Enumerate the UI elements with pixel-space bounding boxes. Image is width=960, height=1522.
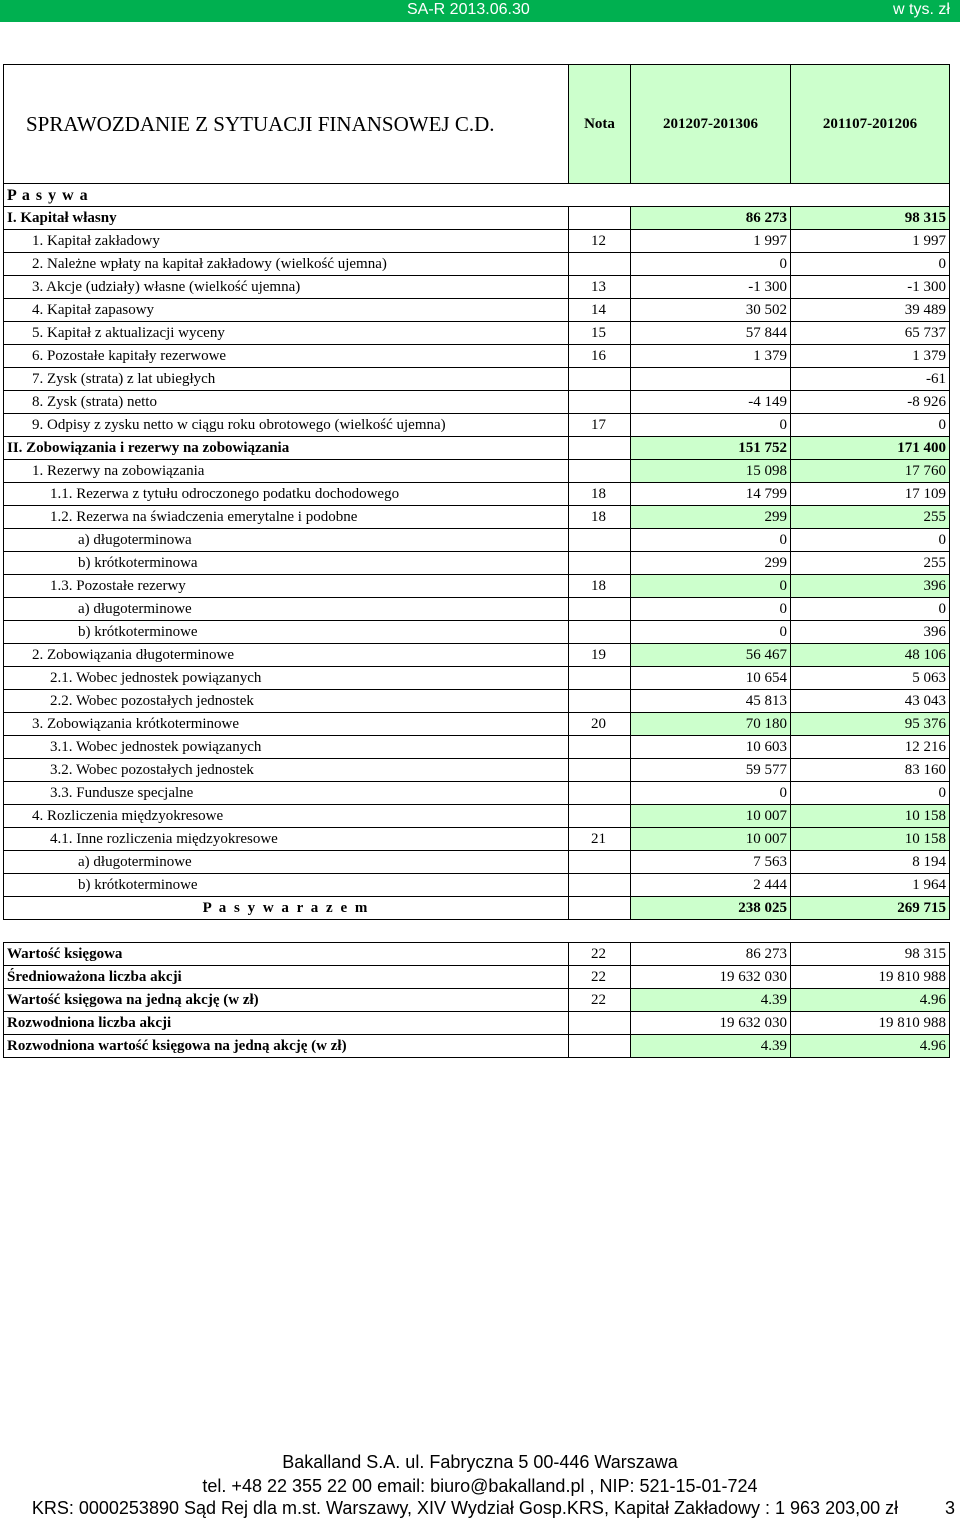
row-label: 2.1. Wobec jednostek powiązanych (4, 667, 569, 690)
total-value-current: 238 025 (631, 897, 791, 920)
table-row (4, 207, 950, 230)
currency-unit: w tys. zł (893, 1, 950, 18)
summary-value-previous: 19 810 988 (791, 1012, 950, 1035)
row-value-previous: 10 158 (791, 828, 950, 851)
row-value-current: 0 (631, 621, 791, 644)
row-label: 1.3. Pozostałe rezerwy (4, 575, 569, 598)
row-label: 7. Zysk (strata) z lat ubiegłych (4, 368, 569, 391)
summary-value-previous: 4.96 (791, 989, 950, 1012)
table-row (4, 506, 950, 529)
row-nota: 18 (569, 506, 631, 529)
row-value-previous: 98 315 (791, 207, 950, 230)
balance-sheet-table (3, 64, 950, 1058)
row-label: 8. Zysk (strata) netto (4, 391, 569, 414)
summary-label: Wartość księgowa (4, 943, 569, 966)
table-row (4, 391, 950, 414)
row-nota (569, 667, 631, 690)
row-label: 1. Rezerwy na zobowiązania (4, 460, 569, 483)
row-nota: 15 (569, 322, 631, 345)
summary-value-current: 4.39 (631, 989, 791, 1012)
summary-row (4, 989, 950, 1012)
row-value-previous: 48 106 (791, 644, 950, 667)
row-label: 2. Należne wpłaty na kapitał zakładowy (wielkość ujemna) (4, 253, 569, 276)
row-value-current: 0 (631, 253, 791, 276)
total-value-previous: 269 715 (791, 897, 950, 920)
row-value-previous: 396 (791, 575, 950, 598)
spacer-row (4, 920, 950, 943)
row-nota: 19 (569, 644, 631, 667)
summary-row (4, 1035, 950, 1058)
report-header-bar (0, 0, 960, 22)
table-row (4, 782, 950, 805)
table-row (4, 713, 950, 736)
row-nota (569, 851, 631, 874)
row-value-previous: 8 194 (791, 851, 950, 874)
row-value-current: 15 098 (631, 460, 791, 483)
row-value-current: 1 379 (631, 345, 791, 368)
row-label: I. Kapitał własny (4, 207, 569, 230)
row-value-current: 0 (631, 575, 791, 598)
footer-address: Bakalland S.A. ul. Fabryczna 5 00-446 Warszawa (282, 1452, 678, 1472)
row-nota (569, 437, 631, 460)
summary-row (4, 1012, 950, 1035)
summary-row (4, 943, 950, 966)
table-row (4, 805, 950, 828)
row-value-previous: 0 (791, 414, 950, 437)
total-nota (569, 897, 631, 920)
page-number: 3 (945, 1498, 956, 1518)
summary-nota: 22 (569, 989, 631, 1012)
total-row (4, 897, 950, 920)
row-value-previous: 12 216 (791, 736, 950, 759)
row-nota: 12 (569, 230, 631, 253)
row-label: b) krótkoterminowe (4, 621, 569, 644)
row-value-previous: 255 (791, 552, 950, 575)
row-value-current: 0 (631, 414, 791, 437)
row-value-previous: 0 (791, 253, 950, 276)
row-label: 3. Zobowiązania krótkoterminowe (4, 713, 569, 736)
row-value-previous: -61 (791, 368, 950, 391)
row-value-previous: 1 379 (791, 345, 950, 368)
row-value-current: 56 467 (631, 644, 791, 667)
table-row (4, 874, 950, 897)
table-row (4, 644, 950, 667)
report-reference: SA-R 2013.06.30 (407, 1, 530, 18)
table-row (4, 851, 950, 874)
row-value-previous: 65 737 (791, 322, 950, 345)
table-row (4, 598, 950, 621)
row-nota (569, 368, 631, 391)
row-nota: 14 (569, 299, 631, 322)
row-label: b) krótkoterminowa (4, 552, 569, 575)
summary-value-previous: 4.96 (791, 1035, 950, 1058)
footer-registry: KRS: 0000253890 Sąd Rej dla m.st. Warszawy, XIV Wydział Gosp.KRS, Kapitał Zakładowy : 1 963 203,00 zł (31, 1498, 899, 1518)
row-label: 3.2. Wobec pozostałych jednostek (4, 759, 569, 782)
row-value-previous: 95 376 (791, 713, 950, 736)
table-row (4, 276, 950, 299)
section-row (4, 184, 950, 207)
period-previous-header: 201107-201206 (791, 65, 950, 184)
table-row (4, 414, 950, 437)
row-value-current: 7 563 (631, 851, 791, 874)
row-label: 4. Rozliczenia międzyokresowe (4, 805, 569, 828)
spacer-cell (4, 920, 950, 943)
row-label: 1. Kapitał zakładowy (4, 230, 569, 253)
row-label: 3.1. Wobec jednostek powiązanych (4, 736, 569, 759)
table-row (4, 575, 950, 598)
table-row (4, 368, 950, 391)
summary-value-previous: 19 810 988 (791, 966, 950, 989)
row-nota (569, 874, 631, 897)
row-value-previous: 17 109 (791, 483, 950, 506)
table-row (4, 253, 950, 276)
row-value-previous: -8 926 (791, 391, 950, 414)
total-label: P a s y w a r a z e m (4, 897, 569, 920)
row-value-current: -4 149 (631, 391, 791, 414)
nota-column-header: Nota (569, 65, 631, 184)
table-row (4, 345, 950, 368)
row-value-current: 0 (631, 529, 791, 552)
table-row (4, 736, 950, 759)
row-value-previous: 43 043 (791, 690, 950, 713)
row-value-previous: 10 158 (791, 805, 950, 828)
row-label: 2. Zobowiązania długoterminowe (4, 644, 569, 667)
table-header-row (4, 65, 950, 184)
row-label: 1.1. Rezerwa z tytułu odroczonego podatku dochodowego (4, 483, 569, 506)
summary-nota (569, 1035, 631, 1058)
row-value-current: 10 007 (631, 805, 791, 828)
row-label: 3.3. Fundusze specjalne (4, 782, 569, 805)
table-row (4, 299, 950, 322)
table-row (4, 483, 950, 506)
table-row (4, 322, 950, 345)
row-value-previous: 1 964 (791, 874, 950, 897)
row-label: a) długoterminowe (4, 851, 569, 874)
row-label: 2.2. Wobec pozostałych jednostek (4, 690, 569, 713)
row-value-current: 0 (631, 598, 791, 621)
row-nota (569, 621, 631, 644)
row-nota (569, 598, 631, 621)
summary-nota (569, 1012, 631, 1035)
row-value-previous: 83 160 (791, 759, 950, 782)
row-value-previous: -1 300 (791, 276, 950, 299)
table-row (4, 690, 950, 713)
row-value-current: 59 577 (631, 759, 791, 782)
row-nota: 17 (569, 414, 631, 437)
row-nota: 20 (569, 713, 631, 736)
table-row (4, 460, 950, 483)
summary-nota: 22 (569, 966, 631, 989)
row-value-previous: 171 400 (791, 437, 950, 460)
row-nota: 21 (569, 828, 631, 851)
row-label: a) długoterminowa (4, 529, 569, 552)
table-row (4, 230, 950, 253)
row-label: 4. Kapitał zapasowy (4, 299, 569, 322)
row-value-current (631, 368, 791, 391)
row-value-previous: 17 760 (791, 460, 950, 483)
summary-nota: 22 (569, 943, 631, 966)
row-nota: 13 (569, 276, 631, 299)
row-value-previous: 0 (791, 782, 950, 805)
row-value-current: 45 813 (631, 690, 791, 713)
row-value-current: 10 603 (631, 736, 791, 759)
row-value-current: 2 444 (631, 874, 791, 897)
row-value-previous: 255 (791, 506, 950, 529)
row-nota (569, 782, 631, 805)
row-value-previous: 0 (791, 598, 950, 621)
row-value-current: 299 (631, 506, 791, 529)
page-title: SPRAWOZDANIE Z SYTUACJI FINANSOWEJ C.D. (4, 65, 569, 184)
row-label: b) krótkoterminowe (4, 874, 569, 897)
row-nota (569, 529, 631, 552)
summary-label: Rozwodniona liczba akcji (4, 1012, 569, 1035)
summary-value-current: 4.39 (631, 1035, 791, 1058)
row-nota: 18 (569, 575, 631, 598)
row-value-current: 151 752 (631, 437, 791, 460)
row-value-current: 0 (631, 782, 791, 805)
footer-contact: tel. +48 22 355 22 00 email: biuro@bakalland.pl , NIP: 521-15-01-724 (202, 1476, 758, 1496)
table-row (4, 667, 950, 690)
row-nota: 18 (569, 483, 631, 506)
row-value-current: 1 997 (631, 230, 791, 253)
row-nota (569, 460, 631, 483)
row-value-previous: 1 997 (791, 230, 950, 253)
row-nota (569, 207, 631, 230)
row-label: 4.1. Inne rozliczenia międzyokresowe (4, 828, 569, 851)
row-label: a) długoterminowe (4, 598, 569, 621)
row-value-previous: 396 (791, 621, 950, 644)
summary-value-current: 19 632 030 (631, 966, 791, 989)
row-value-previous: 0 (791, 529, 950, 552)
row-value-previous: 39 489 (791, 299, 950, 322)
table-row (4, 552, 950, 575)
row-nota (569, 690, 631, 713)
table-row (4, 437, 950, 460)
row-value-current: -1 300 (631, 276, 791, 299)
row-nota (569, 391, 631, 414)
row-value-current: 86 273 (631, 207, 791, 230)
row-value-current: 10 007 (631, 828, 791, 851)
row-label: 1.2. Rezerwa na świadczenia emerytalne i podobne (4, 506, 569, 529)
summary-row (4, 966, 950, 989)
summary-label: Wartość księgowa na jedną akcję (w zł) (4, 989, 569, 1012)
section-title: P a s y w a (4, 184, 950, 207)
summary-label: Średnioważona liczba akcji (4, 966, 569, 989)
row-nota (569, 552, 631, 575)
row-nota (569, 736, 631, 759)
row-nota (569, 805, 631, 828)
summary-value-previous: 98 315 (791, 943, 950, 966)
summary-value-current: 19 632 030 (631, 1012, 791, 1035)
table-row (4, 759, 950, 782)
row-nota (569, 253, 631, 276)
table-row (4, 621, 950, 644)
table-row (4, 529, 950, 552)
row-value-current: 14 799 (631, 483, 791, 506)
row-label: 5. Kapitał z aktualizacji wyceny (4, 322, 569, 345)
row-value-current: 299 (631, 552, 791, 575)
summary-label: Rozwodniona wartość księgowa na jedną akcję (w zł) (4, 1035, 569, 1058)
row-value-current: 10 654 (631, 667, 791, 690)
table-row (4, 828, 950, 851)
row-label: 6. Pozostałe kapitały rezerwowe (4, 345, 569, 368)
row-label: 3. Akcje (udziały) własne (wielkość ujemna) (4, 276, 569, 299)
row-value-current: 57 844 (631, 322, 791, 345)
row-nota: 16 (569, 345, 631, 368)
summary-value-current: 86 273 (631, 943, 791, 966)
period-current-header: 201207-201306 (631, 65, 791, 184)
row-value-current: 70 180 (631, 713, 791, 736)
row-nota (569, 759, 631, 782)
row-label: II. Zobowiązania i rezerwy na zobowiązania (4, 437, 569, 460)
row-value-previous: 5 063 (791, 667, 950, 690)
row-label: 9. Odpisy z zysku netto w ciągu roku obrotowego (wielkość ujemna) (4, 414, 569, 437)
row-value-current: 30 502 (631, 299, 791, 322)
